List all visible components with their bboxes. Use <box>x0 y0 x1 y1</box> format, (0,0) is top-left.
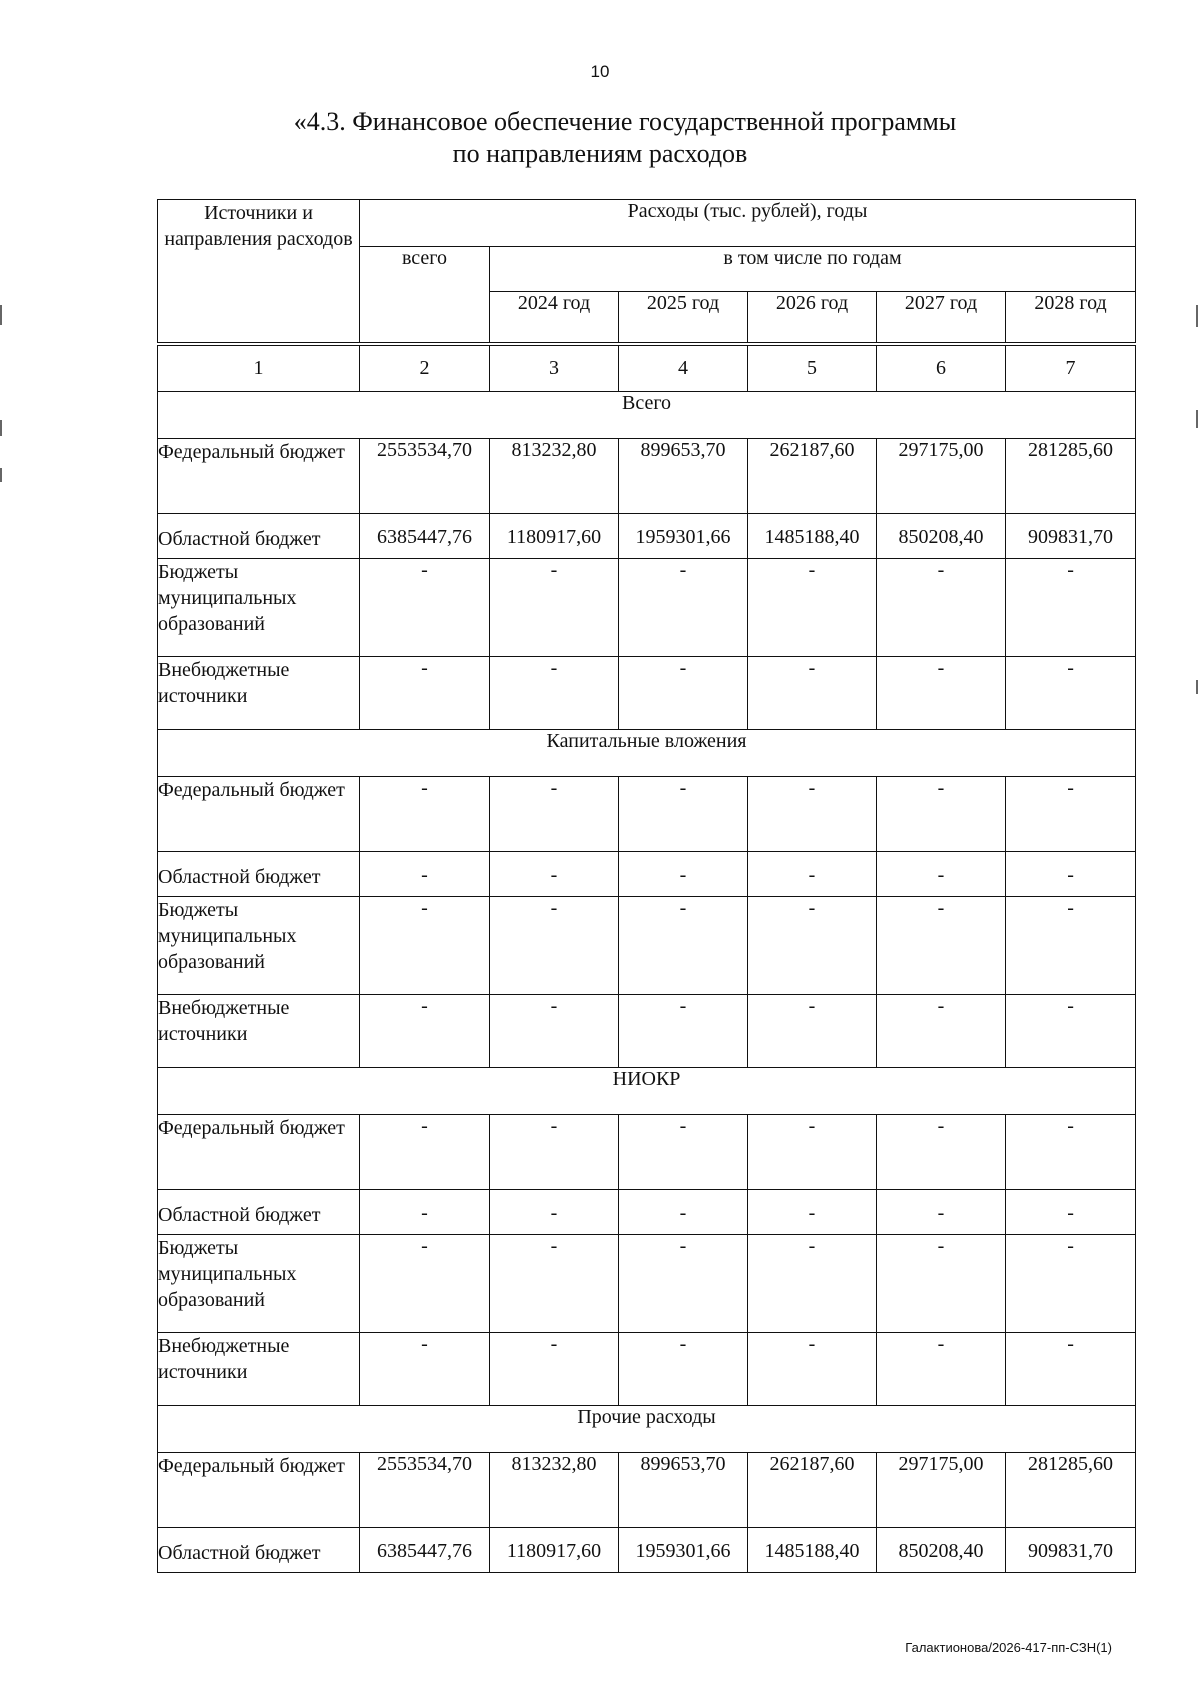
value-cell: - <box>619 852 748 897</box>
row-label: Бюджеты муниципальных образований <box>158 1235 360 1333</box>
table-row <box>158 1190 1136 1235</box>
value-cell: - <box>877 777 1006 852</box>
scan-edge-mark <box>1196 305 1198 327</box>
value-cell: - <box>1006 657 1136 730</box>
value-cell: 899653,70 <box>619 439 748 514</box>
value-cell: - <box>490 777 619 852</box>
header-year: 2024 год <box>490 292 619 344</box>
header-year: 2028 год <box>1006 292 1136 344</box>
table-row <box>158 995 1136 1068</box>
scan-edge-mark <box>0 305 2 325</box>
value-cell: - <box>1006 852 1136 897</box>
value-cell: - <box>490 1235 619 1333</box>
value-cell: - <box>490 1333 619 1406</box>
table-row <box>158 657 1136 730</box>
value-cell: - <box>1006 1115 1136 1190</box>
table-row <box>158 1115 1136 1190</box>
value-cell: 2553534,70 <box>360 439 490 514</box>
value-cell: - <box>748 852 877 897</box>
table-row <box>158 852 1136 897</box>
column-numbers-row <box>158 344 1136 392</box>
row-label: Областной бюджет <box>158 852 360 897</box>
value-cell: - <box>619 1115 748 1190</box>
section-row <box>158 1406 1136 1453</box>
value-cell: - <box>748 1190 877 1235</box>
row-label: Внебюджетные источники <box>158 1333 360 1406</box>
value-cell: - <box>748 657 877 730</box>
value-cell: - <box>877 897 1006 995</box>
value-cell: 297175,00 <box>877 439 1006 514</box>
value-cell: - <box>748 1115 877 1190</box>
value-cell: - <box>1006 995 1136 1068</box>
section-title: Всего <box>158 392 1136 439</box>
value-cell: - <box>1006 1333 1136 1406</box>
section-title: Прочие расходы <box>158 1406 1136 1453</box>
row-label: Федеральный бюджет <box>158 777 360 852</box>
value-cell: - <box>877 852 1006 897</box>
header-year: 2026 год <box>748 292 877 344</box>
value-cell: - <box>490 897 619 995</box>
value-cell: - <box>490 657 619 730</box>
scan-edge-mark <box>1196 680 1198 694</box>
value-cell: - <box>490 852 619 897</box>
document-footer-code: Галактионова/2026-417-пп-СЗН(1) <box>905 1640 1112 1655</box>
column-number: 1 <box>158 344 360 392</box>
value-cell: - <box>360 1190 490 1235</box>
value-cell: - <box>1006 1190 1136 1235</box>
value-cell: - <box>619 777 748 852</box>
value-cell: - <box>619 1235 748 1333</box>
table-row <box>158 1333 1136 1406</box>
table-row <box>158 514 1136 559</box>
value-cell: 1485188,40 <box>748 514 877 559</box>
column-number: 6 <box>877 344 1006 392</box>
section-row <box>158 392 1136 439</box>
document-title <box>0 106 1200 170</box>
scan-edge-mark <box>0 420 2 436</box>
value-cell: - <box>619 1190 748 1235</box>
value-cell: 1485188,40 <box>748 1528 877 1573</box>
row-label: Внебюджетные источники <box>158 995 360 1068</box>
value-cell: - <box>360 657 490 730</box>
value-cell: 850208,40 <box>877 1528 1006 1573</box>
scan-edge-mark <box>0 468 2 482</box>
value-cell: - <box>1006 1235 1136 1333</box>
value-cell: 6385447,76 <box>360 1528 490 1573</box>
row-label: Областной бюджет <box>158 1190 360 1235</box>
value-cell: - <box>748 777 877 852</box>
value-cell: - <box>619 995 748 1068</box>
row-label: Федеральный бюджет <box>158 439 360 514</box>
value-cell: - <box>748 995 877 1068</box>
value-cell: - <box>490 1190 619 1235</box>
value-cell: - <box>1006 559 1136 657</box>
value-cell: 262187,60 <box>748 1453 877 1528</box>
value-cell: 909831,70 <box>1006 514 1136 559</box>
value-cell: - <box>748 1235 877 1333</box>
value-cell: - <box>748 897 877 995</box>
value-cell: 281285,60 <box>1006 1453 1136 1528</box>
value-cell: - <box>360 852 490 897</box>
table-row <box>158 1235 1136 1333</box>
value-cell: 899653,70 <box>619 1453 748 1528</box>
value-cell: - <box>877 1115 1006 1190</box>
section-title: НИОКР <box>158 1068 1136 1115</box>
column-number: 2 <box>360 344 490 392</box>
financing-table <box>157 199 1136 1573</box>
title-line-2: по направлениям расходов <box>452 139 748 168</box>
header-year: 2027 год <box>877 292 1006 344</box>
table-row <box>158 1528 1136 1573</box>
value-cell: - <box>360 777 490 852</box>
value-cell: - <box>360 1333 490 1406</box>
title-line-1: «4.3. Финансовое обеспечение государственной программы <box>293 107 957 136</box>
value-cell: - <box>877 1190 1006 1235</box>
value-cell: - <box>360 1115 490 1190</box>
section-row <box>158 730 1136 777</box>
value-cell: - <box>619 1333 748 1406</box>
value-cell: 297175,00 <box>877 1453 1006 1528</box>
header-year: 2025 год <box>619 292 748 344</box>
column-number: 5 <box>748 344 877 392</box>
value-cell: 6385447,76 <box>360 514 490 559</box>
value-cell: 850208,40 <box>877 514 1006 559</box>
row-label: Областной бюджет <box>158 514 360 559</box>
page-number: 10 <box>590 62 610 81</box>
value-cell: - <box>490 559 619 657</box>
value-cell: - <box>877 1235 1006 1333</box>
column-number: 7 <box>1006 344 1136 392</box>
row-label: Внебюджетные источники <box>158 657 360 730</box>
value-cell: - <box>619 657 748 730</box>
value-cell: - <box>360 995 490 1068</box>
value-cell: - <box>360 559 490 657</box>
section-row <box>158 1068 1136 1115</box>
header-total: всего <box>360 247 490 344</box>
value-cell: 813232,80 <box>490 1453 619 1528</box>
row-label: Федеральный бюджет <box>158 1115 360 1190</box>
value-cell: - <box>619 559 748 657</box>
row-label: Федеральный бюджет <box>158 1453 360 1528</box>
table-row <box>158 439 1136 514</box>
table-row <box>158 1453 1136 1528</box>
value-cell: - <box>748 559 877 657</box>
row-label: Бюджеты муниципальных образований <box>158 897 360 995</box>
table-row <box>158 897 1136 995</box>
value-cell: - <box>877 995 1006 1068</box>
value-cell: - <box>619 897 748 995</box>
value-cell: - <box>360 1235 490 1333</box>
header-sources: Источники и направления расходов <box>158 200 360 344</box>
value-cell: - <box>1006 777 1136 852</box>
value-cell: - <box>490 1115 619 1190</box>
value-cell: - <box>1006 897 1136 995</box>
value-cell: - <box>877 1333 1006 1406</box>
value-cell: - <box>877 559 1006 657</box>
header-by-years: в том числе по годам <box>490 247 1136 292</box>
value-cell: 2553534,70 <box>360 1453 490 1528</box>
row-label: Областной бюджет <box>158 1528 360 1573</box>
column-number: 4 <box>619 344 748 392</box>
value-cell: - <box>360 897 490 995</box>
scan-edge-mark <box>1196 410 1198 428</box>
table-row <box>158 777 1136 852</box>
value-cell: 281285,60 <box>1006 439 1136 514</box>
column-number: 3 <box>490 344 619 392</box>
value-cell: 1180917,60 <box>490 514 619 559</box>
value-cell: 1180917,60 <box>490 1528 619 1573</box>
value-cell: 1959301,66 <box>619 514 748 559</box>
header-expenses: Расходы (тыс. рублей), годы <box>360 200 1136 247</box>
value-cell: - <box>748 1333 877 1406</box>
value-cell: 813232,80 <box>490 439 619 514</box>
value-cell: 909831,70 <box>1006 1528 1136 1573</box>
row-label: Бюджеты муниципальных образований <box>158 559 360 657</box>
value-cell: - <box>877 657 1006 730</box>
table-row <box>158 559 1136 657</box>
value-cell: - <box>490 995 619 1068</box>
section-title: Капитальные вложения <box>158 730 1136 777</box>
value-cell: 1959301,66 <box>619 1528 748 1573</box>
value-cell: 262187,60 <box>748 439 877 514</box>
